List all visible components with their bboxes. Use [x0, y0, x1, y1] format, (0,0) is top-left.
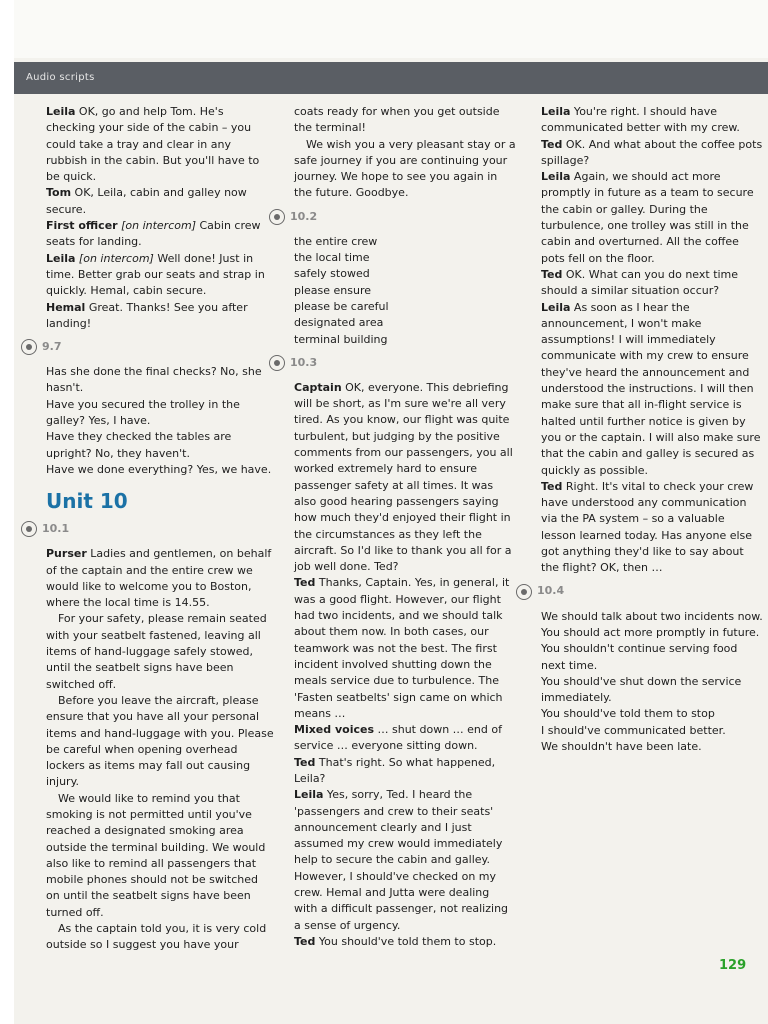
- script-line: [294, 380, 516, 576]
- announcement-block: [46, 546, 274, 953]
- line-text: safely stowed: [294, 267, 370, 281]
- speaker-name: Purser: [46, 547, 87, 561]
- script-line: [294, 266, 516, 282]
- script-line: [541, 609, 763, 625]
- script-line: [46, 429, 274, 462]
- speaker-name: Ted: [294, 755, 316, 769]
- speaker-name: Leila: [541, 105, 571, 118]
- speaker-name: Ted: [294, 934, 316, 948]
- script-line: [294, 934, 516, 950]
- line-text: You should've told them to stop: [541, 707, 715, 721]
- track-number: 10.3: [290, 355, 318, 369]
- script-line: [294, 332, 516, 348]
- line-text: the local time: [294, 251, 370, 265]
- line-text: OK. And what about the coffee pots spillage?: [541, 137, 763, 167]
- line-text: I should've communicated better.: [541, 723, 726, 737]
- line-text: For your safety, please remain seated with your seatbelt fastened, leaving all items of hand-luggage safely stowed, until the seatbelt signs have been switched off.: [46, 612, 267, 691]
- speaker-name: First officer: [46, 219, 118, 233]
- line-text: Cabin crew seats for landing.: [46, 219, 261, 249]
- script-line: [294, 755, 516, 788]
- line-text: please ensure: [294, 283, 372, 297]
- speaker-name: Leila: [541, 170, 571, 184]
- script-line: [46, 791, 274, 921]
- script-line: [294, 722, 516, 755]
- track-header: [269, 354, 516, 372]
- line-text: You should act more promptly in future.: [541, 625, 760, 639]
- track-number: 10.4: [537, 584, 565, 598]
- script-line: [46, 300, 274, 333]
- speaker-name: Ted: [541, 137, 563, 151]
- script-line: [294, 315, 516, 331]
- script-line: [46, 546, 274, 611]
- speaker-name: Hemal: [46, 300, 86, 314]
- stage-direction: [on intercom]: [75, 251, 154, 265]
- speaker-name: Leila: [294, 788, 324, 802]
- script-line: [541, 739, 763, 755]
- phrase-list: [294, 234, 516, 348]
- speaker-name: Ted: [294, 576, 316, 590]
- line-text: As soon as I hear the announcement, I won't make assumptions! I will immediately communicate with my crew to ensure they've heard the announcement and understood the instructions. I will then make sure that all in-flight service is halted until further notice is given by you or the captain. I will also make sure that the cabin and galley is secured as quickly as possible.: [541, 300, 761, 477]
- speaker-name: Ted: [541, 267, 563, 281]
- line-text: coats ready for when you get outside the terminal!: [294, 105, 500, 135]
- script-line: [541, 267, 763, 300]
- line-text: OK, everyone. This debriefing will be short, as I'm sure we're all very tired. As you know, our flight was quite turbulent, but judging by the positive comments from our passengers, you all worked extremely hard to ensure passenger safety at all times. It was also good hearing passengers saying how much they'd enjoyed their flight in the circumstances as they left the aircraft. So I'd like to thank you all for a job well done. Ted?: [294, 380, 513, 574]
- line-text: We shouldn't have been late.: [541, 739, 702, 753]
- debriefing-dialogue: [294, 380, 516, 950]
- line-text: Have you secured the trolley in the galley? Yes, I have.: [46, 397, 240, 428]
- script-line: [294, 104, 516, 137]
- line-text: Have they checked the tables are upright? No, they haven't.: [46, 430, 232, 460]
- line-text: Ladies and gentlemen, on behalf of the captain and the entire crew we would like to welcome you to Boston, where the local time is 14.55.: [46, 547, 272, 610]
- question-list: [46, 364, 274, 478]
- line-text: Right. It's vital to check your crew have understood any communication via the PA system – so a valuable lesson learned today. Has anyone else got anything they'd like to say about the flight? OK, then …: [541, 479, 754, 575]
- line-text: OK, Leila, cabin and galley now secure.: [46, 186, 247, 216]
- line-text: You shouldn't continue serving food next time.: [541, 642, 738, 672]
- track-header: [516, 583, 763, 601]
- script-line: [294, 137, 516, 202]
- line-text: the entire crew: [294, 234, 378, 248]
- script-line: [294, 250, 516, 266]
- announcement-continued: [294, 104, 516, 202]
- line-text: Yes, sorry, Ted. I heard the 'passengers and crew to their seats' announcement clearly and I just assumed my crew would immediately help to secure the cabin and galley. However, I should've checked on my crew. Hemal and Jutta were dealing with a difficult passenger, not realizing a sense of urgency.: [294, 788, 509, 932]
- line-text: You should've told them to stop.: [315, 934, 497, 948]
- track-header: [21, 338, 274, 356]
- script-line: [46, 397, 274, 430]
- unit-heading: Unit 10: [46, 489, 128, 514]
- line-text: That's right. So what happened, Leila?: [294, 755, 496, 785]
- line-text: Great. Thanks! See you after landing!: [46, 300, 248, 330]
- top-margin: [14, 0, 768, 58]
- debriefing-continued: [541, 104, 763, 577]
- script-line: [541, 674, 763, 707]
- column-3: [537, 104, 763, 755]
- line-text: Has she done the final checks? No, she hasn't.: [46, 365, 262, 395]
- track-number: 9.7: [42, 340, 62, 353]
- sentence-list: [541, 609, 763, 756]
- script-line: [541, 625, 763, 641]
- line-text: Again, we should act more promptly in future as a team to secure the cabin or galley. During the turbulence, one trolley was still in the cabin and overturned. All the coffee pots fell on the floor.: [541, 170, 754, 265]
- audio-cd-icon: [269, 209, 285, 225]
- script-line: [46, 251, 274, 300]
- line-text: You're right. I should have communicated better with my crew.: [541, 105, 740, 135]
- speaker-name: Mixed voices: [294, 723, 375, 737]
- column-1: [42, 104, 274, 954]
- line-text: We should talk about two incidents now.: [541, 609, 763, 623]
- stage-direction: [on intercom]: [117, 219, 196, 233]
- script-line: [46, 921, 274, 954]
- audio-cd-icon: [516, 584, 532, 600]
- speaker-name: Captain: [294, 380, 342, 394]
- audio-cd-icon: [21, 339, 37, 355]
- line-text: Before you leave the aircraft, please ensure that you have all your personal items and hand-luggage with you. Please be careful when opening overhead lockers as items may fall out causing injury.: [46, 693, 274, 789]
- speaker-name: Leila: [541, 300, 571, 314]
- line-text: Thanks, Captain. Yes, in general, it was a good flight. However, our flight had two incidents, and we should talk about them now. In both cases, our teamwork was not the best. The first incident involved shutting down the meals service due to turbulence. The 'Fasten seatbelts' sign came on which means …: [294, 576, 510, 720]
- script-line: [541, 104, 763, 137]
- speaker-name: Tom: [46, 186, 72, 200]
- script-line: [541, 723, 763, 739]
- script-line: [541, 137, 763, 170]
- audio-cd-icon: [21, 521, 37, 537]
- script-line: [294, 283, 516, 299]
- script-line: [46, 218, 274, 251]
- line-text: As the captain told you, it is very cold outside so I suggest you have your: [46, 922, 267, 952]
- line-text: We would like to remind you that smoking is not permitted until you've reached a designated smoking area outside the terminal building. We would also like to remind all passengers that mobile phones should not be switched on until the seatbelt signs have been turned off.: [46, 791, 266, 919]
- speaker-name: Ted: [541, 479, 563, 493]
- line-text: We wish you a very pleasant stay or a safe journey if you are continuing your journey. We hope to see you again in the future. Goodbye.: [294, 137, 516, 200]
- speaker-name: Leila: [46, 105, 76, 118]
- line-text: terminal building: [294, 332, 388, 346]
- script-line: [46, 185, 274, 218]
- line-text: … shut down … end of service … everyone sitting down.: [294, 723, 502, 753]
- script-line: [294, 299, 516, 315]
- script-line: [46, 462, 274, 478]
- dialogue-block: [46, 104, 274, 332]
- header-bar: [14, 62, 768, 94]
- audio-cd-icon: [269, 355, 285, 371]
- script-line: [541, 706, 763, 722]
- script-line: [294, 575, 516, 722]
- line-text: Hemal, cabin secure.: [86, 284, 207, 298]
- line-text: Have we done everything? Yes, we have.: [46, 462, 272, 476]
- script-line: [541, 641, 763, 674]
- script-line: [46, 693, 274, 791]
- line-text: You should've shut down the service immediately.: [541, 674, 742, 705]
- track-header: [21, 520, 274, 538]
- line-text: Well done! Just in time. Better grab our seats and strap in quickly.: [46, 251, 265, 298]
- section-title: Audio scripts: [26, 72, 95, 83]
- track-header: [269, 208, 516, 226]
- speaker-name: Leila: [46, 251, 76, 265]
- line-text: OK, go and help Tom. He's checking your side of the cabin – you could take a tray and clear in any rubbish in the cabin. But you'll have to be quick.: [46, 105, 260, 184]
- script-line: [46, 611, 274, 692]
- line-text: OK. What can you do next time should a similar situation occur?: [541, 267, 739, 298]
- page-number: 129: [719, 958, 747, 973]
- track-number: 10.1: [42, 522, 70, 536]
- script-line: [294, 234, 516, 250]
- script-line: [294, 787, 516, 934]
- column-2: [290, 104, 516, 950]
- line-text: please be careful: [294, 299, 389, 313]
- script-line: [46, 364, 274, 397]
- script-line: [541, 300, 763, 479]
- line-text: designated area: [294, 316, 384, 330]
- track-number: 10.2: [290, 209, 318, 223]
- script-line: [46, 104, 274, 185]
- script-line: [541, 169, 763, 267]
- script-line: [541, 479, 763, 577]
